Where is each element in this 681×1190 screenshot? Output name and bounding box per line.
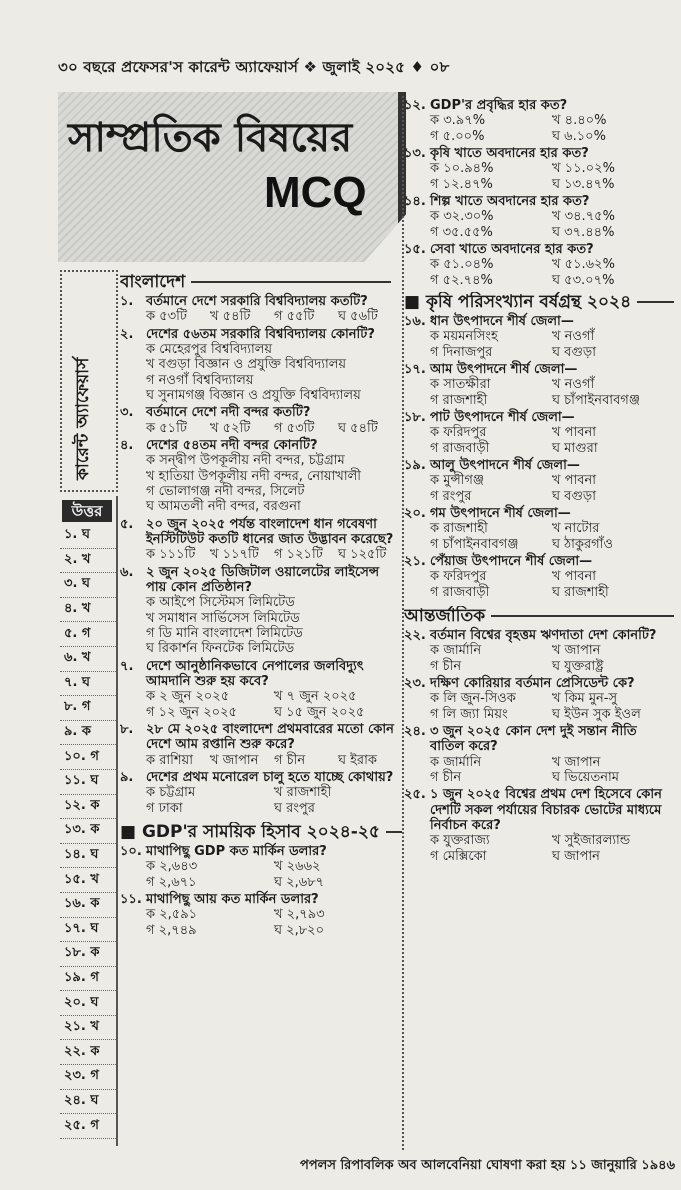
answer-option: ঘ আমতলী নদী বন্দর, বরগুনা — [146, 499, 301, 515]
question-stem: পাট উৎপাদনে শীর্ষ জেলা— — [430, 409, 575, 425]
answer-option: খ পাবনা — [552, 473, 597, 489]
question-list-international — [404, 628, 674, 864]
answer-option: ক ৫৩টি — [146, 309, 187, 325]
question-stem: কৃষি খাতে অবদানের হার কত? — [430, 145, 589, 161]
answer-option: গ রাজবাড়ী — [430, 584, 490, 600]
answer-option: গ নওগাঁ বিশ্ববিদ্যালয় — [146, 372, 254, 388]
answer-option: খ ৪.৪০% — [552, 113, 607, 129]
answer-option: ঘ বগুড়া — [552, 488, 596, 504]
option-list — [404, 569, 674, 600]
question — [120, 770, 402, 816]
answer-option: খ সুইজারল্যান্ড — [552, 833, 631, 849]
question-number: ১৮. — [404, 409, 426, 425]
answer-option: গ চাঁপাইনবাবগঞ্জ — [430, 536, 519, 552]
answer-option: খ ৫২টি — [210, 420, 251, 436]
question-text — [120, 405, 402, 420]
option-list — [120, 785, 402, 816]
answer-key-item: ৪. খ — [60, 598, 118, 623]
answer-option: গ ৫২.৭৪% — [430, 272, 493, 288]
question — [404, 676, 674, 722]
right-column — [404, 96, 674, 864]
question-text — [120, 565, 402, 596]
answer-option: ঘ ৬.১০% — [552, 128, 606, 144]
answer-option: খ নওগাঁ — [552, 329, 595, 345]
question-text — [404, 787, 674, 833]
answer-option: ক ৩২.৩০% — [430, 209, 494, 225]
answer-option: খ পাবনা — [552, 425, 597, 441]
option-list — [404, 329, 674, 360]
question — [120, 659, 402, 720]
answer-option: ঘ ৫৬টি — [338, 309, 378, 325]
question-stem: আম উৎপাদনে শীর্ষ জেলা— — [430, 361, 578, 377]
answer-option: ঘ চাঁপাইনবাবগঞ্জ — [552, 392, 640, 408]
option-list — [120, 453, 402, 514]
answer-option: ঘ ৫৩.০৭% — [552, 272, 615, 288]
answer-option: খ ২৬৬২ — [274, 859, 321, 875]
answer-key-item: ৯. ক — [60, 721, 118, 746]
question-number: ১৪. — [404, 193, 426, 209]
question-text — [404, 506, 674, 521]
answer-option: ক জার্মানি — [430, 754, 482, 770]
answer-option: ক মুন্সীগঞ্জ — [430, 473, 485, 489]
answer-option: ঘ মাগুরা — [552, 440, 598, 456]
side-label: কারেন্ট অ্যাফেয়ার্স — [73, 357, 93, 480]
option-list — [120, 547, 402, 562]
answer-key-item: ২৫. গ — [60, 1114, 118, 1139]
question-stem: ২০ জুন ২০২৫ পর্যন্ত বাংলাদেশ ধান গবেষণা ইনস্টিটিউট কতটি ধানের জাত উদ্ভাবন করেছে? — [146, 516, 394, 547]
answer-option: খ নাটোর — [552, 521, 600, 537]
question-number: ২৩. — [404, 675, 426, 691]
answer-option: ঘ যুক্তরাষ্ট্র — [552, 658, 604, 674]
question-number: ২১. — [404, 553, 426, 569]
question-number: ১২. — [404, 98, 426, 113]
answer-option: গ লি জ্যা মিয়ং — [430, 706, 508, 722]
answer-key-item: ১১. ঘ — [60, 770, 118, 795]
answer-option: ঘ রাজশাহী — [552, 584, 609, 600]
answer-option: গ ২,৭৪৯ — [146, 922, 197, 938]
question — [120, 565, 402, 657]
question — [404, 98, 674, 144]
question — [404, 554, 674, 600]
question-stem: মাথাপিছু আয় কত মার্কিন ডলার? — [146, 891, 319, 907]
answer-option: ঘ সুনামগঞ্জ বিজ্ঞান ও প্রযুক্তি বিশ্ববিদ্যালয় — [146, 388, 361, 404]
answer-option: গ চীন — [430, 658, 462, 674]
answer-option: ক ৫১.০৪% — [430, 257, 494, 273]
answer-key-item: ২১. খ — [60, 1016, 118, 1041]
question-number: ১১. — [120, 891, 142, 907]
answer-option: ঘ ১৫ জুন ২০২৫ — [274, 704, 365, 720]
question-stem: মাথাপিছু GDP কত মার্কিন ডলার? — [146, 843, 327, 859]
question-stem: বর্তমানে দেশে সরকারি বিশ্ববিদ্যালয় কতটি? — [146, 294, 368, 310]
answer-option: খ হাতিয়া উপকূলীয় নদী বন্দর, নোয়াখালী — [146, 468, 362, 484]
answer-key-item: ২৩. গ — [60, 1065, 118, 1090]
answer-option: গ ১২১টি — [274, 547, 323, 563]
answer-option: গ ৫৫টি — [274, 309, 315, 325]
answer-option: ঘ বগুড়া — [552, 344, 596, 360]
answer-option: খ জাপান — [210, 752, 259, 768]
question-text — [404, 242, 674, 257]
section-heading-gdp: ■ GDP'র সাময়িক হিসাব ২০২৪-২৫ — [120, 822, 402, 842]
question-text — [404, 676, 674, 691]
question-number: ২. — [120, 326, 134, 342]
question-text — [404, 554, 674, 569]
answer-key-item: ১৭. ঘ — [60, 918, 118, 943]
answer-option: খ পাবনা — [552, 569, 597, 585]
answer-option: খ বগুড়া বিজ্ঞান ও প্রযুক্তি বিশ্ববিদ্যালয় — [146, 357, 347, 373]
option-list — [404, 833, 674, 864]
answer-option: খ সমাধান সার্ভিসেস লিমিটেড — [146, 610, 300, 626]
question-stem: ১ জুন ২০২৫ বিশ্বের প্রথম দেশ হিসেবে কোন দেশটি সকল পর্যায়ের বিচারক ভোটের মাধ্যমে নির্বাচন করে? — [430, 787, 662, 833]
question — [404, 458, 674, 504]
answer-option: ক ৫১টি — [146, 420, 187, 436]
answer-option: গ ৫.০০% — [430, 128, 485, 144]
section-heading-bangladesh: বাংলাদেশ — [120, 272, 402, 292]
answer-option: গ রংপুর — [430, 488, 472, 504]
question-text — [404, 410, 674, 425]
answer-option: গ দিনাজপুর — [430, 344, 493, 360]
question-stem: পেঁয়াজ উৎপাদনে শীর্ষ জেলা— — [430, 553, 593, 569]
option-list — [404, 257, 674, 288]
answer-option: ক সাতক্ষীরা — [430, 377, 491, 393]
answer-option: ক চট্টগ্রাম — [146, 785, 196, 801]
answer-option: ঘ ২,৬৮৭ — [274, 874, 325, 890]
question-stem: আলু উৎপাদনে শীর্ষ জেলা— — [430, 457, 580, 473]
answer-key-item: ২৪. ঘ — [60, 1090, 118, 1115]
banner-title: সাম্প্রতিক বিষয়ের — [68, 115, 353, 161]
answer-option: ঘ রিকার্শন ফিনটেক লিমিটেড — [146, 641, 295, 657]
option-list — [404, 425, 674, 456]
answer-key-heading: উত্তর — [62, 500, 112, 522]
answer-key-item: ৭. ঘ — [60, 672, 118, 697]
question-list-bangladesh — [120, 294, 402, 816]
question-stem: সেবা খাতে অবদানের হার কত? — [430, 241, 594, 257]
answer-option: ঘ রংপুর — [274, 800, 315, 816]
question — [120, 438, 402, 515]
question-number: ২০. — [404, 505, 426, 521]
question-number: ৬. — [120, 564, 134, 580]
question-text — [120, 659, 402, 690]
question-text — [404, 362, 674, 377]
question-stem: দেশের প্রথম মনোরেল চালু হতে যাচ্ছে কোথায়? — [146, 769, 394, 785]
question-number: ৯. — [120, 769, 134, 785]
question-stem: দেশের ৫৬তম সরকারি বিশ্ববিদ্যালয় কোনটি? — [146, 326, 375, 342]
answer-option: গ ঢাকা — [146, 800, 183, 816]
question-stem: বর্তমানে দেশে নদী বন্দর কতটি? — [146, 405, 311, 421]
option-list — [120, 595, 402, 656]
page-footer: পপলস রিপাবলিক অব আলবেনিয়া ঘোষণা করা হয় ১১ জানুয়ারি ১৯৪৬ — [300, 1158, 676, 1173]
answer-option: ক আইপে সিস্টেমস লিমিটেড — [146, 595, 295, 611]
question-number: ১৬. — [404, 313, 426, 329]
answer-key-item: ১৯. গ — [60, 967, 118, 992]
answer-key-item: ২২. ক — [60, 1040, 118, 1065]
question — [120, 294, 402, 325]
answer-option: ঘ ৩৭.৪৪% — [552, 224, 615, 240]
question-stem: দেশে আনুষ্ঠানিকভাবে নেপালের জলবিদ্যুৎ আমদানি শুরু হয় কবে? — [146, 658, 364, 689]
answer-option: ক ২,৫৯১ — [146, 907, 198, 923]
question-stem: ধান উৎপাদনে শীর্ষ জেলা— — [430, 313, 574, 329]
answer-option: গ ২,৬৭১ — [146, 874, 197, 890]
option-list — [404, 377, 674, 408]
question — [120, 517, 402, 563]
option-list — [404, 521, 674, 552]
answer-key-item: ২. খ — [60, 549, 118, 574]
question — [404, 242, 674, 288]
question-number: ৩. — [120, 405, 134, 421]
question — [404, 724, 674, 785]
question-stem: ২ জুন ২০২৫ ডিজিটাল ওয়ালেটের লাইসেন্স পায় কোন প্রতিষ্ঠান? — [146, 564, 380, 595]
answer-key-item: ৫. গ — [60, 622, 118, 647]
answer-option: ক রাজশাহী — [430, 521, 488, 537]
question-number: ৫. — [120, 516, 134, 532]
answer-option: খ ৫১.৬২% — [552, 257, 615, 273]
option-list — [120, 907, 402, 938]
answer-option: ক ২ জুন ২০২৫ — [146, 689, 230, 705]
answer-option: গ ৩৫.৫৫% — [430, 224, 493, 240]
question — [404, 628, 674, 674]
answer-key-item: ১৩. ক — [60, 819, 118, 844]
answer-option: খ জাপান — [552, 643, 601, 659]
answer-option: ক ফরিদপুর — [430, 425, 487, 441]
question-text — [404, 146, 674, 161]
question-number: ১৩. — [404, 145, 426, 161]
question-list-gdp-rates — [404, 98, 674, 288]
question-text — [120, 844, 402, 859]
question-stem: গম উৎপাদনে শীর্ষ জেলা— — [430, 505, 571, 521]
option-list — [120, 859, 402, 890]
question-stem: দক্ষিণ কোরিয়ার বর্তমান প্রেসিডেন্ট কে? — [430, 675, 635, 691]
answer-option: খ ৫৪টি — [210, 309, 251, 325]
answer-option: গ চীন — [430, 769, 462, 785]
option-list — [404, 209, 674, 240]
answer-option: ক ৩.৯৭% — [430, 113, 486, 129]
question-text — [404, 458, 674, 473]
answer-option: ঘ ঠাকুরগাঁও — [552, 536, 613, 552]
question — [404, 146, 674, 192]
answer-option: ক ফরিদপুর — [430, 569, 487, 585]
question-text — [404, 194, 674, 209]
answer-option: খ জাপান — [552, 754, 601, 770]
option-list — [404, 113, 674, 144]
question — [120, 844, 402, 890]
question-number: ১. — [120, 294, 134, 310]
question-number: ১৯. — [404, 457, 426, 473]
answer-key-item: ৬. খ — [60, 647, 118, 672]
question — [404, 314, 674, 360]
question-stem: ৩ জুন ২০২৫ কোন দেশ দুই সন্তান নীতি বাতিল করে? — [430, 723, 637, 755]
option-list — [120, 689, 402, 720]
answer-key-item: ১২. ক — [60, 795, 118, 820]
answer-option: খ ৩৪.৭৫% — [552, 209, 615, 225]
answer-option: ক সন্দ্বীপ উপকূলীয় নদী বন্দর, চট্টগ্রাম — [146, 453, 345, 469]
question-list-gdp — [120, 844, 402, 938]
answer-key-item: ৮. গ — [60, 696, 118, 721]
option-list — [404, 161, 674, 192]
answer-key-item: ১৮. ক — [60, 942, 118, 967]
answer-option: খ ১১.০২% — [552, 161, 615, 177]
answer-option: গ ভোলাগঞ্জ নদী বন্দর, সিলেট — [146, 483, 305, 499]
option-list — [404, 473, 674, 504]
question — [120, 327, 402, 404]
answer-option: ঘ ৫৪টি — [338, 420, 378, 436]
question — [404, 410, 674, 456]
answer-option: ক যুক্তরাজ্য — [430, 833, 490, 849]
answer-key-item: ১৪. ঘ — [60, 844, 118, 869]
question — [404, 362, 674, 408]
answer-option: ক লি জুন-সিওক — [430, 691, 516, 707]
option-list — [120, 421, 402, 436]
question-number: ১৫. — [404, 241, 426, 257]
answer-option: ঘ জাপান — [552, 848, 600, 864]
answer-option: ক জার্মানি — [430, 643, 482, 659]
left-column — [120, 270, 402, 938]
answer-option: গ রাজবাড়ী — [430, 440, 490, 456]
answer-option: ঘ ইউন সুক ইওল — [552, 706, 641, 722]
answer-option: গ ১২.৪৭% — [430, 176, 493, 192]
question-number: ২৪. — [404, 723, 426, 739]
answer-key-item: ২০. ঘ — [60, 991, 118, 1016]
answer-key-item: ১৫. খ — [60, 868, 118, 893]
question-number: ১০. — [120, 843, 142, 859]
option-list — [120, 753, 402, 768]
answer-option: ক মেহেরপুর বিশ্ববিদ্যালয় — [146, 342, 273, 358]
question-stem: শিল্প খাতে অবদানের হার কত? — [430, 193, 590, 209]
question — [120, 405, 402, 436]
answer-key-item: ৩. ঘ — [60, 573, 118, 598]
question — [120, 892, 402, 938]
question — [404, 194, 674, 240]
answer-option: গ ১২ জুন ২০২৫ — [146, 704, 237, 720]
answer-key-item: ১৬. ক — [60, 893, 118, 918]
question-number: ৪. — [120, 438, 134, 453]
answer-option: ঘ ইরাক — [338, 752, 377, 768]
running-header: ৩০ বছরে প্রফেসর'স কারেন্ট অ্যাফেয়ার্স ❖ জুলাই ২০২৫ ♦ ০৮ — [58, 58, 450, 76]
answer-key-item: ১. ঘ — [60, 524, 118, 549]
question-number: ৮. — [120, 721, 134, 737]
question-stem: ২৮ মে ২০২৫ বাংলাদেশ প্রথমবারের মতো কোন দেশে আম রপ্তানি শুরু করে? — [146, 721, 394, 753]
question-number: ২৫. — [404, 787, 426, 803]
option-list — [120, 309, 402, 324]
option-list — [404, 691, 674, 722]
answer-option: গ চীন — [274, 752, 306, 768]
answer-key-list — [60, 524, 118, 1139]
question-stem: দেশের ৫৪তম নদী বন্দর কোনটি? — [146, 438, 318, 453]
question-number: ৭. — [120, 658, 134, 674]
answer-option: গ রাজশাহী — [430, 392, 488, 408]
question — [404, 506, 674, 552]
answer-option: খ কিম মুন-সু — [552, 691, 618, 707]
question-text — [404, 724, 674, 755]
answer-option: খ রাজশাহী — [274, 785, 332, 801]
answer-option: ক ১১১টি — [146, 547, 196, 563]
option-list — [404, 643, 674, 674]
question-text — [120, 722, 402, 753]
question-text — [404, 628, 674, 643]
option-list — [120, 342, 402, 403]
answer-option: ঘ ২,৮২০ — [274, 922, 325, 938]
section-heading-international: আন্তর্জাতিক — [404, 606, 674, 626]
banner-mcq: MCQ — [264, 168, 367, 217]
question-stem: বর্তমান বিশ্বের বৃহত্তম ঋণদাতা দেশ কোনটি? — [430, 627, 657, 643]
answer-option: খ ২,৭৯৩ — [274, 907, 325, 923]
answer-option: ক ১০.৯৪% — [430, 161, 494, 177]
answer-key-item: ১০. গ — [60, 745, 118, 770]
answer-option: গ ডি মানি বাংলাদেশ লিমিটেড — [146, 625, 303, 641]
answer-option: খ ১১৭টি — [210, 547, 259, 563]
answer-option: গ ৫৩টি — [274, 420, 315, 436]
question-text — [120, 892, 402, 907]
answer-option: ঘ ১৩.৪৭% — [552, 176, 615, 192]
question — [120, 722, 402, 768]
question-stem: GDP'র প্রবৃদ্ধির হার কত? — [430, 98, 568, 113]
answer-option: গ মেক্সিকো — [430, 848, 487, 864]
question-text — [120, 327, 402, 342]
answer-option: খ ৭ জুন ২০২৫ — [274, 689, 357, 705]
question-list-agri — [404, 314, 674, 600]
question-text — [120, 770, 402, 785]
question-text — [120, 294, 402, 309]
question-text — [404, 98, 674, 113]
question-text — [404, 314, 674, 329]
answer-option: ঘ ১২৫টি — [338, 547, 387, 563]
question-number: ১৭. — [404, 361, 426, 377]
answer-option: খ নওগাঁ — [552, 377, 595, 393]
option-list — [404, 755, 674, 786]
question-text — [120, 517, 402, 548]
question — [404, 787, 674, 864]
question-number: ২২. — [404, 627, 426, 643]
question-text — [120, 438, 402, 453]
answer-option: ঘ ভিয়েতনাম — [552, 769, 619, 785]
section-heading-agri: ■ কৃষি পরিসংখ্যান বর্ষগ্রন্থ ২০২৪ — [404, 292, 674, 312]
answer-option: ক ২,৬৪৩ — [146, 859, 198, 875]
answer-option: ক ময়মনসিংহ — [430, 329, 498, 345]
answer-option: ক রাশিয়া — [146, 752, 193, 768]
